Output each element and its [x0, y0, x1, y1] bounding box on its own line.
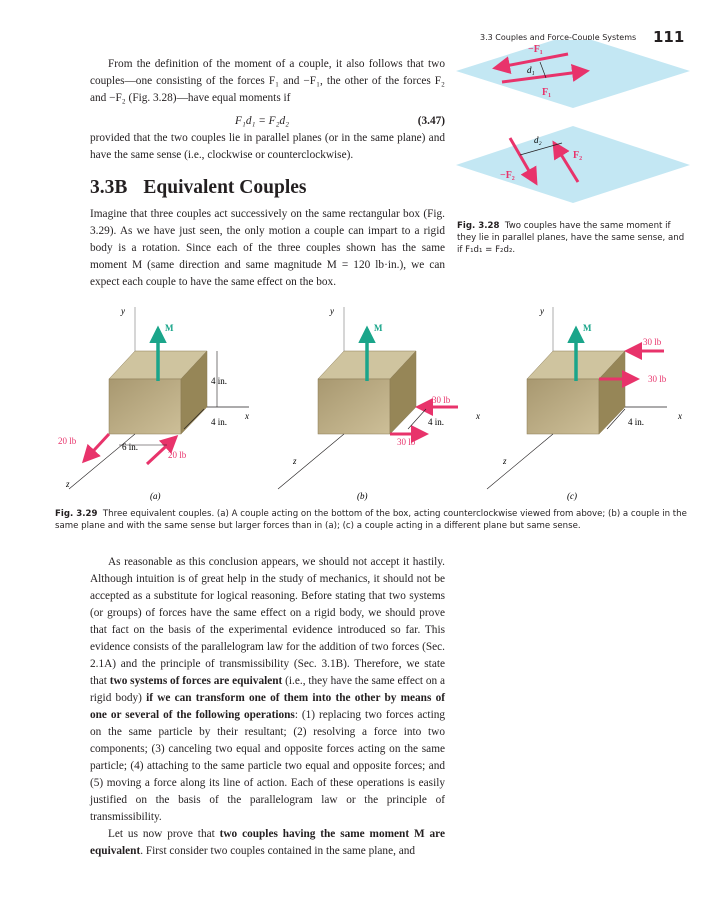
equation-3-47: [90, 113, 445, 130]
a-force-2-label: 20 lb: [168, 450, 187, 460]
label-neg-f1: −F₁: [528, 44, 543, 55]
b-force-1-label: 30 lb: [432, 395, 451, 405]
figure-3-29: [0, 299, 719, 504]
section-title: Equivalent Couples: [143, 177, 307, 198]
a-moment-label: M: [165, 323, 174, 333]
c-force-1-label: 30 lb: [643, 337, 662, 347]
equation-expression: F₁d₁ = F₂d₂: [235, 115, 290, 127]
caption-text: Two couples have the same moment if they lie in parallel planes, have the same sense, and if F₁d₁ = F₂d₂.: [457, 221, 685, 255]
section-number: 3.3B: [90, 177, 128, 198]
emphasis: two couples having the same moment M are equivalent: [90, 828, 445, 857]
running-header: 3.3 Couples and Force-Couple Systems: [480, 33, 637, 42]
c-x-axis-label: x: [678, 411, 682, 421]
b-dim-depth: 4 in.: [428, 417, 445, 427]
body-paragraph-1: [90, 554, 445, 826]
emphasis: if we can transform one of them into the other by means of one or several of the following operations: [90, 692, 445, 721]
page-number: 111: [653, 28, 685, 46]
sub-b-label: (b): [357, 491, 368, 501]
section-heading: [90, 176, 719, 200]
fig-3-29-b: [278, 307, 458, 489]
c-dim-depth: 4 in.: [628, 417, 645, 427]
text: : (1) replacing two forces acting on the same particle by their resultant; (2) resolving a force into two components; (3) canceling two equal and opposite forces acting on the same particle; (4) attaching to the same particle two equal and opposite forces; and (5) moving a force along its line of action. Each of these operations is easily justified on the basis of the parallelogram law or the principle of transmissibility.: [90, 709, 446, 823]
body-paragraph-2: [90, 826, 445, 860]
b-z-axis-label: z: [293, 456, 297, 466]
label-f2: F₂: [573, 150, 583, 161]
emphasis: two systems of forces are equivalent: [109, 675, 283, 687]
text: Let us now prove that: [108, 828, 220, 840]
c-force-2-label: 30 lb: [648, 374, 667, 384]
fig-3-29-c: [487, 307, 667, 489]
a-dim-height: 4 in.: [211, 376, 228, 386]
a-dim-width: 6 in.: [122, 442, 139, 452]
a-dim-depth: 4 in.: [211, 417, 228, 427]
b-y-axis-label: y: [330, 306, 334, 316]
caption-label: Fig. 3.29: [55, 509, 98, 519]
main-column: [0, 56, 719, 860]
c-y-axis-label: y: [540, 306, 544, 316]
label-d1: d₁: [527, 65, 535, 75]
text: . First consider two couples contained in the same plane, and: [140, 845, 416, 857]
text: As reasonable as this conclusion appears, we should not accept it hastily. Although intuition is of great help in the study of mechanics, it should not be accepted as a substitute for logical reasoning. Before stating that two systems (or groups) of forces have the same effect on a rigid body, we should prove that fact on the basis of the experimental evidence introduced so far. This evidence consists of the parallelogram law for the addition of two forces (Sec. 2.1A) and the principle of transmissibility (Sec. 3.1B). Therefore, we state that: [90, 556, 445, 687]
fig-3-29-caption: [55, 508, 690, 532]
c-moment-label: M: [583, 323, 592, 333]
text: (i.e., they have the same effect on a rigid body): [90, 675, 445, 704]
label-neg-f2: −F₂: [500, 170, 515, 181]
intro-after: provided that the two couples lie in parallel planes (or in the same plane) and have the same sense (i.e., clockwise or counterclockwise).: [90, 132, 445, 161]
intro-paragraph: [90, 56, 445, 107]
b-x-axis-label: x: [476, 411, 480, 421]
fig-3-29-a: [69, 307, 249, 489]
caption-text: Three equivalent couples. (a) A couple acting on the bottom of the box, acting counterclockwise viewed from above; (b) a couple in the same plane and with the same sense but larger forces than in (a); (c) a couple acting in a different plane but same sense.: [55, 509, 687, 531]
intro-text: From the definition of the moment of a couple, it also follows that two couples—one consisting of the forces F₁ and −F₁, the other of the forces F₂ and −F₂ (Fig. 3.28)—have equal moments if: [90, 58, 445, 104]
section-paragraph: Imagine that three couples act successively on the same rectangular box (Fig. 3.29). As we have just seen, the only motion a couple can impart to a rigid body is a rotation. Since each of the three couples shown has the same moment M (same direction and same magnitude M = 120 lb·in.), we can expect each couple to have the same effect on the box.: [90, 208, 445, 288]
sub-c-label: (c): [567, 491, 577, 501]
equation-number: (3.47): [417, 115, 445, 127]
a-y-axis-label: y: [121, 306, 125, 316]
a-z-axis-label: z: [66, 479, 70, 489]
caption-label: Fig. 3.28: [457, 221, 500, 231]
b-moment-label: M: [374, 323, 383, 333]
sub-a-label: (a): [150, 491, 161, 501]
b-force-2-label: 30 lb: [397, 437, 416, 447]
label-f1: F₁: [542, 87, 552, 98]
label-d2: d₂: [534, 135, 542, 145]
c-z-axis-label: z: [503, 456, 507, 466]
a-x-axis-label: x: [245, 411, 249, 421]
a-force-1-label: 20 lb: [58, 436, 77, 446]
